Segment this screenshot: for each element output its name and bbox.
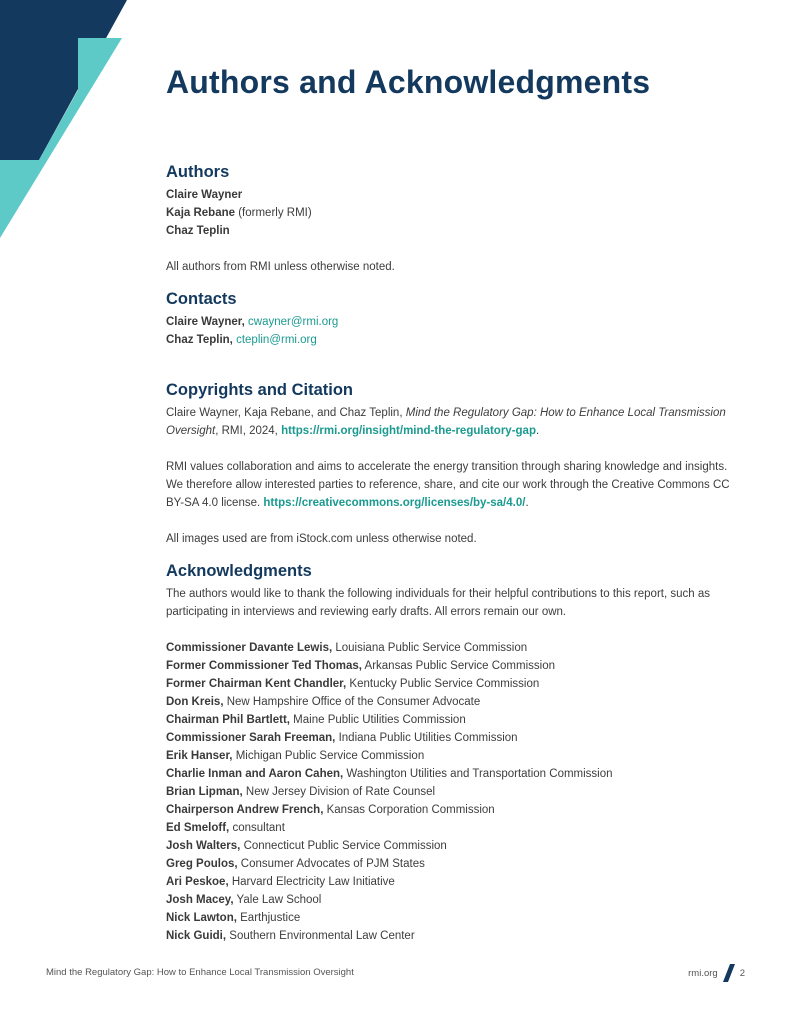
acknowledgment-org: Consumer Advocates of PJM States bbox=[240, 858, 425, 870]
acknowledgment-org: Yale Law School bbox=[236, 894, 322, 906]
author-item bbox=[166, 222, 746, 240]
contact-item bbox=[166, 331, 746, 349]
acknowledgment-item bbox=[166, 711, 746, 729]
acknowledgment-item bbox=[166, 855, 746, 873]
acknowledgment-name: Ed Smeloff, bbox=[166, 822, 230, 834]
acknowledgment-item bbox=[166, 819, 746, 837]
acknowledgment-org: Harvard Electricity Law Initiative bbox=[231, 876, 395, 888]
contact-email-link[interactable]: cteplin@rmi.org bbox=[236, 334, 317, 346]
acknowledgment-item bbox=[166, 873, 746, 891]
acknowledgment-name: Former Chairman Kent Chandler, bbox=[166, 678, 347, 690]
acknowledgment-org: Michigan Public Service Commission bbox=[235, 750, 425, 762]
authors-section bbox=[166, 161, 746, 276]
acknowledgment-item bbox=[166, 639, 746, 657]
acknowledgments-section bbox=[166, 560, 746, 945]
acknowledgment-name: Nick Guidi, bbox=[166, 930, 227, 942]
contact-name: Claire Wayner, bbox=[166, 316, 245, 328]
acknowledgment-org: Kentucky Public Service Commission bbox=[349, 678, 540, 690]
acknowledgment-name: Commissioner Davante Lewis, bbox=[166, 642, 333, 654]
author-name: Claire Wayner bbox=[166, 189, 243, 201]
acknowledgments-heading: Acknowledgments bbox=[166, 562, 312, 580]
contact-name: Chaz Teplin, bbox=[166, 334, 233, 346]
acknowledgment-item bbox=[166, 765, 746, 783]
citation-paragraph: Claire Wayner, Kaja Rebane, and Chaz Teplin, Mind the Regulatory Gap: How to Enhance Local Transmission Oversight, RMI, 2024, https://rmi.org/insight/mind-the-regulatory-gap. bbox=[166, 407, 726, 437]
acknowledgment-name: Don Kreis, bbox=[166, 696, 224, 708]
contact-item bbox=[166, 313, 746, 331]
acknowledgment-name: Charlie Inman and Aaron Cahen, bbox=[166, 768, 344, 780]
images-note: All images used are from iStock.com unless otherwise noted. bbox=[166, 533, 477, 545]
authors-footnote: All authors from RMI unless otherwise noted. bbox=[166, 261, 395, 273]
acknowledgment-item bbox=[166, 927, 746, 945]
page-title: Authors and Acknowledgments bbox=[166, 64, 651, 100]
citation-title: Mind the Regulatory Gap: How to Enhance Local Transmission Oversight bbox=[166, 407, 726, 437]
corner-stripe-graphic bbox=[0, 0, 140, 240]
acknowledgment-org: Washington Utilities and Transportation Commission bbox=[346, 768, 613, 780]
acknowledgment-org: New Jersey Division of Rate Counsel bbox=[245, 786, 436, 798]
acknowledgment-item bbox=[166, 783, 746, 801]
acknowledgment-name: Ari Peskoe, bbox=[166, 876, 229, 888]
slash-icon bbox=[722, 964, 736, 982]
acknowledgment-item bbox=[166, 909, 746, 927]
acknowledgment-name: Commissioner Sarah Freeman, bbox=[166, 732, 336, 744]
author-name: Kaja Rebane bbox=[166, 207, 236, 219]
page-number: 2 bbox=[739, 967, 745, 979]
acknowledgment-item bbox=[166, 801, 746, 819]
acknowledgment-name: Josh Walters, bbox=[166, 840, 241, 852]
license-paragraph: RMI values collaboration and aims to accelerate the energy transition through sharing knowledge and insights. We therefore allow interested parties to reference, share, and cite our work through the Creative Commons CC BY-SA 4.0 license. https://creativecommons.org/licenses/by-sa/4.0/. bbox=[166, 461, 730, 509]
acknowledgment-org: Kansas Corporation Commission bbox=[326, 804, 495, 816]
license-link[interactable]: https://creativecommons.org/licenses/by-sa/4.0/ bbox=[263, 497, 526, 509]
acknowledgments-intro: The authors would like to thank the following individuals for their helpful contributions to this report, such as participating in interviews and reviewing early drafts. All errors remain our own. bbox=[166, 588, 710, 618]
acknowledgment-org: Southern Environmental Law Center bbox=[229, 930, 415, 942]
acknowledgment-name: Erik Hanser, bbox=[166, 750, 233, 762]
acknowledgment-org: Connecticut Public Service Commission bbox=[243, 840, 447, 852]
footer-site-link[interactable]: rmi.org bbox=[688, 967, 718, 979]
acknowledgment-name: Brian Lipman, bbox=[166, 786, 243, 798]
citation-link[interactable]: https://rmi.org/insight/mind-the-regulatory-gap bbox=[281, 425, 536, 437]
acknowledgment-name: Chairman Phil Bartlett, bbox=[166, 714, 290, 726]
acknowledgment-item bbox=[166, 729, 746, 747]
acknowledgment-name: Nick Lawton, bbox=[166, 912, 237, 924]
contact-email-link[interactable]: cwayner@rmi.org bbox=[248, 316, 339, 328]
acknowledgment-org: consultant bbox=[232, 822, 285, 834]
acknowledgment-org: Maine Public Utilities Commission bbox=[293, 714, 466, 726]
footer-page-info bbox=[688, 964, 745, 982]
authors-heading: Authors bbox=[166, 163, 230, 181]
acknowledgment-item bbox=[166, 675, 746, 693]
corner-navy-shape bbox=[0, 0, 127, 160]
acknowledgment-name: Former Commissioner Ted Thomas, bbox=[166, 660, 362, 672]
acknowledgment-item bbox=[166, 891, 746, 909]
acknowledgment-item bbox=[166, 693, 746, 711]
copyrights-heading: Copyrights and Citation bbox=[166, 381, 353, 399]
contacts-heading: Contacts bbox=[166, 290, 237, 308]
acknowledgment-org: Indiana Public Utilities Commission bbox=[338, 732, 518, 744]
acknowledgment-item bbox=[166, 747, 746, 765]
acknowledgment-item bbox=[166, 657, 746, 675]
acknowledgment-org: Louisiana Public Service Commission bbox=[335, 642, 528, 654]
author-note: (formerly RMI) bbox=[235, 207, 312, 219]
acknowledgment-org: New Hampshire Office of the Consumer Advocate bbox=[226, 696, 481, 708]
author-name: Chaz Teplin bbox=[166, 225, 230, 237]
acknowledgment-org: Earthjustice bbox=[240, 912, 301, 924]
contacts-section bbox=[166, 288, 746, 349]
footer-doc-title: Mind the Regulatory Gap: How to Enhance Local Transmission Oversight bbox=[46, 967, 354, 978]
acknowledgment-name: Greg Poulos, bbox=[166, 858, 238, 870]
acknowledgments-list bbox=[166, 639, 746, 945]
acknowledgment-org: Arkansas Public Service Commission bbox=[364, 660, 555, 672]
acknowledgment-item bbox=[166, 837, 746, 855]
copyrights-section bbox=[166, 379, 746, 548]
author-item bbox=[166, 186, 746, 204]
acknowledgment-name: Chairperson Andrew French, bbox=[166, 804, 324, 816]
acknowledgment-name: Josh Macey, bbox=[166, 894, 234, 906]
author-item bbox=[166, 204, 746, 222]
